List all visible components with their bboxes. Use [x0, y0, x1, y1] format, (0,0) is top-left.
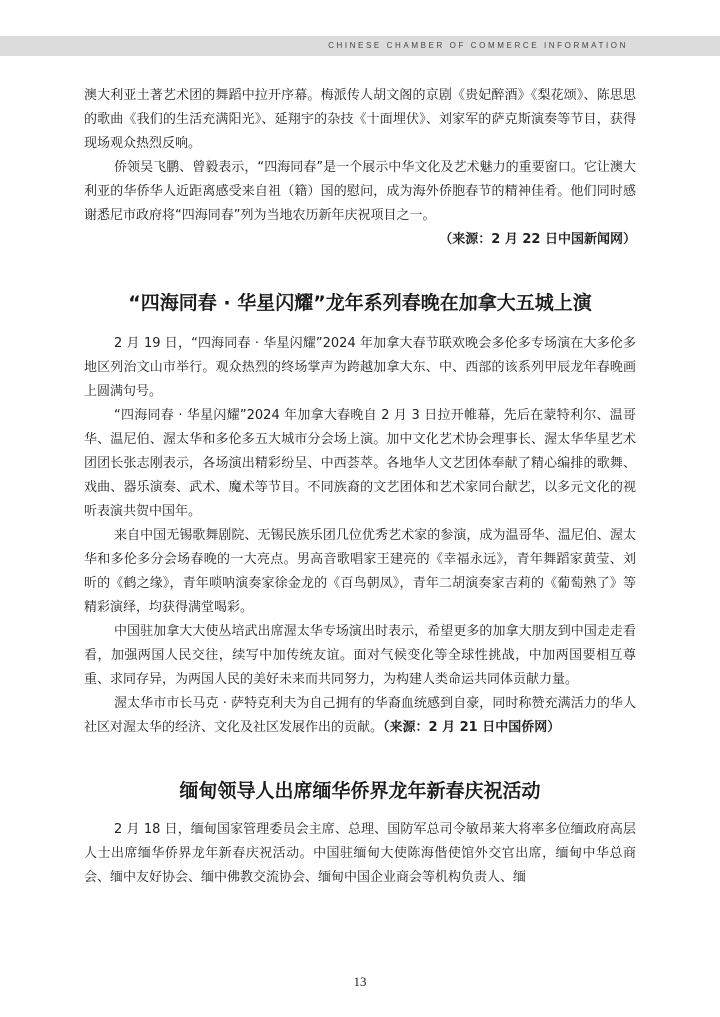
article-canada-gala: [84, 290, 636, 740]
paragraph: 来自中国无锡歌舞剧院、无锡民族乐团几位优秀艺术家的参演，成为温哥华、温尼伯、渥太华和多伦多分会场春晚的一大亮点。男高音歌唱家王建亮的《幸福永远》，青年舞蹈家黄莹、刘昕的《鹤之缘》，青年唢呐演奏家徐金龙的《百鸟朝凤》，青年二胡演奏家吉莉的《葡萄熟了》等精彩演绎，均获得满堂喝彩。: [84, 528, 636, 615]
source-citation: （来源：2 月 22 日中国新闻网）: [439, 232, 636, 247]
paragraph: [84, 692, 636, 740]
article-myanmar: [84, 778, 636, 890]
paragraph: “四海同春 · 华星闪耀”2024 年加拿大春晚自 2 月 3 日拉开帷幕，先后在蒙特利尔、温哥华、温尼伯、渥太华和多伦多五大城市分会场上演。加中文化艺术协会理事长、渥太华华星艺术团团长张志刚表示，各场演出精彩纷呈、中西荟萃。各地华人文艺团体奉献了精心编排的歌舞、戏曲、器乐演奏、武术、魔术等节目。不同族裔的文艺团体和艺术家同台献艺，以多元文化的视听表演共贺中国年。: [84, 408, 636, 519]
source-line: [84, 228, 636, 252]
paragraph: 澳大利亚土著艺术团的舞蹈中拉开序幕。梅派传人胡文阁的京剧《贵妃醉酒》《梨花颂》、陈思思的歌曲《我们的生活充满阳光》、延翔宇的杂技《十面埋伏》、刘家军的萨克斯演奏等节目，获得现场观众热烈反响。: [84, 88, 636, 151]
article-title: “四海同春 · 华星闪耀”龙年系列春晚在加拿大五城上演: [128, 292, 592, 314]
paragraph-text: 渥太华市市长马克 · 萨特克利夫为自己拥有的华裔血统感到自豪，同时称赞充满活力的华人社区对渥太华的经济、文化及社区发展作出的贡献。: [84, 696, 636, 735]
paragraph: 侨领吴飞鹏、曾毅表示，“四海同春”是一个展示中华文化及艺术魅力的重要窗口。它让澳大利亚的华侨华人近距离感受来自祖（籍）国的慰问，成为海外侨胞春节的精神佳肴。他们同时感谢悉尼市政府将“四海同春”列为当地农历新年庆祝项目之一。: [84, 160, 636, 223]
paragraph: 2 月 18 日，缅甸国家管理委员会主席、总理、国防军总司令敏昂莱大将率多位缅政府高层人士出席缅华侨界龙年新春庆祝活动。中国驻缅甸大使陈海偕使馆外交官出席，缅甸中华总商会、缅中友好协会、缅中佛教交流协会、缅甸中国企业商会等机构负责人、缅: [84, 822, 636, 885]
paragraph: 中国驻加拿大大使丛培武出席渥太华专场演出时表示，希望更多的加拿大朋友到中国走走看看，加强两国人民交往，续写中加传统友谊。面对气候变化等全球性挑战，中加两国要相互尊重、求同存异，为两国人民的美好未来而共同努力，为构建人类命运共同体贡献力量。: [84, 624, 636, 687]
running-header: CHINESE CHAMBER OF COMMERCE INFORMATION: [328, 41, 628, 50]
source-citation: （来源：2 月 21 日中国侨网）: [383, 720, 561, 735]
paragraph: 2 月 19 日，“四海同春 · 华星闪耀”2024 年加拿大春节联欢晚会多伦多专场演在大多伦多地区列治文山市举行。观众热烈的终场掌声为跨越加拿大东、中、西部的该系列甲辰龙年春晚画上圆满句号。: [84, 336, 636, 399]
page-number: 13: [353, 974, 367, 989]
article-title: 缅甸领导人出席缅华侨界龙年新春庆祝活动: [179, 780, 541, 802]
article-continued: [84, 84, 636, 252]
page-content: [84, 84, 636, 890]
